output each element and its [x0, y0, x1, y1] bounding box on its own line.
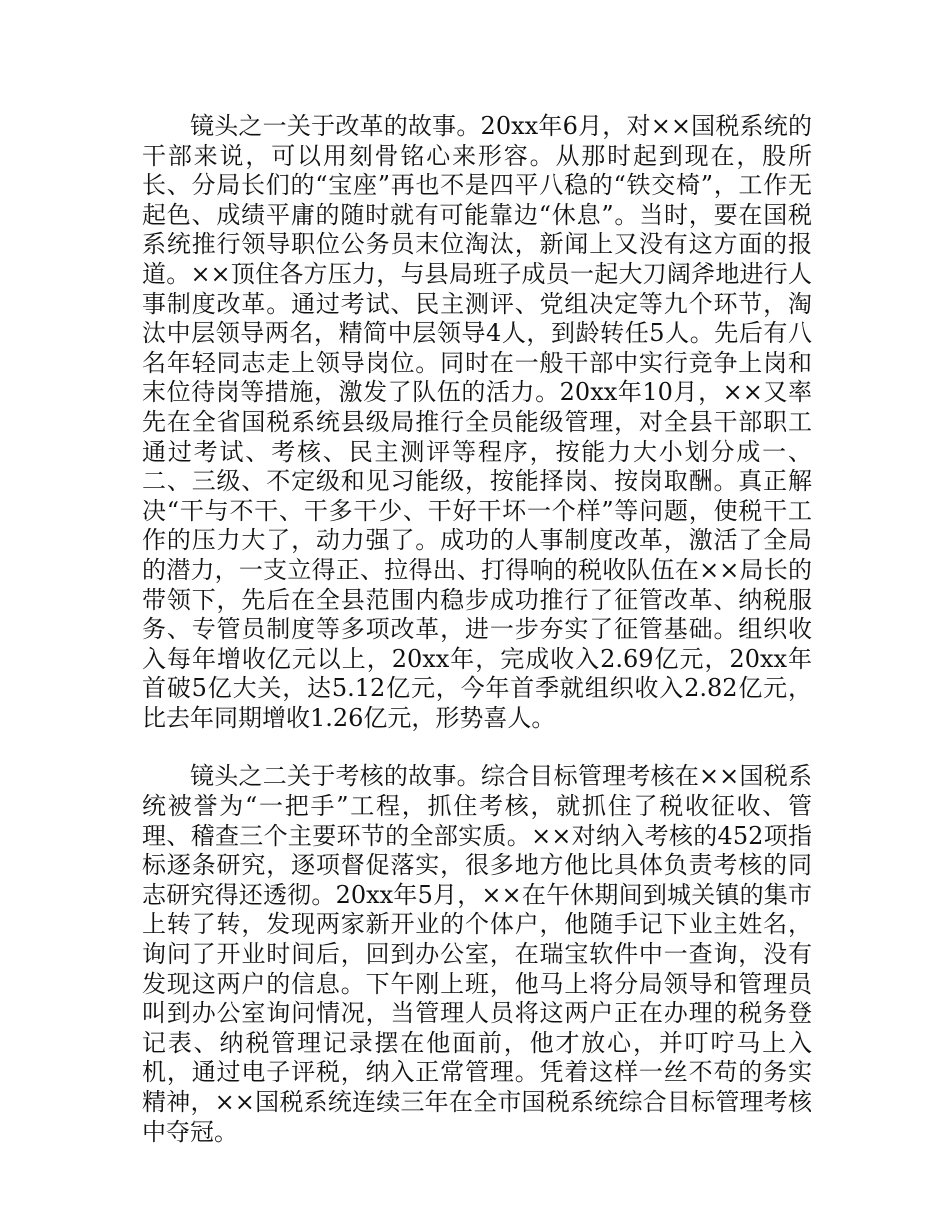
paragraph-assessment-story: 镜头之二关于考核的故事。综合目标管理考核在××国税系统被誉为“一把手”工程，抓住考核，就抓住了税收征收、管理、稽查三个主要环节的全部实质。××对纳入考核的452项指标逐条研究，逐项督促落实，很多地方他比具体负责考核的同志研究得还透彻。20xx年5月，××在午休期间到城关镇的集市上转了转，发现两家新开业的个体户，他随手记下业主姓名，询问了开业时间后，回到办公室，在瑞宝软件中一查询，没有发现这两户的信息。下午刚上班，他马上将分局领导和管理员叫到办公室询问情况，当管理人员将这两户正在办理的税务登记表、纳税管理记录摆在他面前，他才放心，并叮咛马上入机，通过电子评税，纳入正常管理。凭着这样一丝不苟的务实精神，××国税系统连续三年在全市国税系统综合目标管理考核中夺冠。: [142, 762, 812, 1146]
document-body: [142, 112, 812, 1147]
paragraph-reform-story: 镜头之一关于改革的故事。20xx年6月，对××国税系统的干部来说，可以用刻骨铭心来形容。从那时起到现在，股所长、分局长们的“宝座”再也不是四平八稳的“铁交椅”，工作无起色、成绩平庸的随时就有可能靠边“休息”。当时，要在国税系统推行领导职位公务员末位淘汰，新闻上又没有这方面的报道。××顶住各方压力，与县局班子成员一起大刀阔斧地进行人事制度改革。通过考试、民主测评、党组决定等九个环节，淘汰中层领导两名，精简中层领导4人，到龄转任5人。先后有八名年轻同志走上领导岗位。同时在一般干部中实行竞争上岗和末位待岗等措施，激发了队伍的活力。20xx年10月，××又率先在全省国税系统县级局推行全员能级管理，对全县干部职工通过考试、考核、民主测评等程序，按能力大小划分成一、二、三级、不定级和见习能级，按能择岗、按岗取酬。真正解决“干与不干、干多干少、干好干坏一个样”等问题，使税干工作的压力大了，动力强了。成功的人事制度改革，激活了全局的潜力，一支立得正、拉得出、打得响的税收队伍在××局长的带领下，先后在全县范围内稳步成功推行了征管改革、纳税服务、专管员制度等多项改革，进一步夯实了征管基础。组织收入每年增收亿元以上，20xx年，完成收入2.69亿元，20xx年首破5亿大关，达5.12亿元，今年首季就组织收入2.82亿元，比去年同期增收1.26亿元，形势喜人。: [142, 112, 812, 732]
